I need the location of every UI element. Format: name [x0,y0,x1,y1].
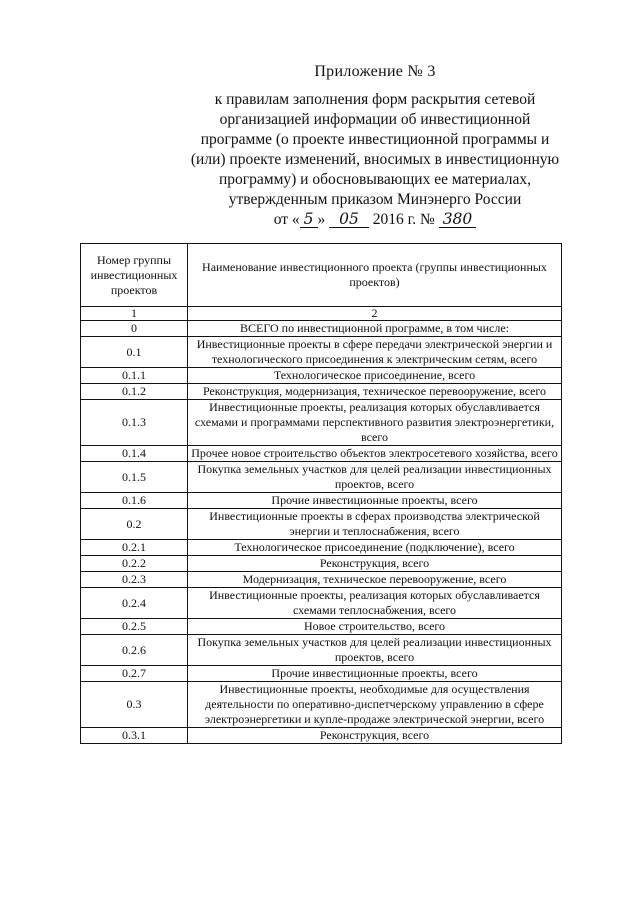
table-row [81,666,562,682]
project-name-cell: Новое строительство, всего [188,619,562,635]
group-number-cell: 0.1.3 [81,400,188,446]
header-line-6: утвержденным приказом Минэнерго России [228,191,522,208]
group-number-cell: 0.2.1 [81,540,188,556]
handwritten-order-number: 380 [439,211,477,228]
project-name-cell: Прочее новое строительство объектов электросетевого хозяйства, всего [188,446,562,462]
project-name-cell: Реконструкция, всего [188,556,562,572]
project-name-cell: Реконструкция, всего [188,728,562,744]
date-prefix: от « [273,211,300,228]
group-number-cell: 0.1.5 [81,462,188,493]
header-line-1: к правилам заполнения форм раскрытия сетевой [214,91,536,108]
handwritten-day: 5 [300,211,318,228]
table-row [81,556,562,572]
project-name-cell: Реконструкция, модернизация, техническое перевооружение, всего [188,384,562,400]
project-name-cell: Технологическое присоединение, всего [188,368,562,384]
project-name-cell: Модернизация, техническое перевооружение, всего [188,572,562,588]
group-number-cell: 0.3 [81,682,188,728]
group-number-cell: 0.3.1 [81,728,188,744]
group-number-cell: 0.2.5 [81,619,188,635]
group-number-cell: 0.2.7 [81,666,188,682]
header-line-4: (или) проекте изменений, вносимых в инвестиционную [190,151,560,168]
project-name-cell: ВСЕГО по инвестиционной программе, в том числе: [188,321,562,337]
date-mid: » [317,211,326,228]
group-number-cell: 0.1.6 [81,493,188,509]
table-row [81,400,562,446]
header-line-2: организацией информации об инвестиционной [219,111,531,128]
header-line-3: программе (о проекте инвестиционной программы и [200,131,550,148]
appendix-title: Приложение № 3 [314,63,436,80]
project-name-cell: Прочие инвестиционные проекты, всего [188,666,562,682]
column-index-row [81,307,562,321]
table-row [81,321,562,337]
header-line-5: программу) и обосновывающих ее материалах, [219,171,531,188]
order-date-line [170,210,580,230]
group-number-cell: 0.2.6 [81,635,188,666]
table-header-row [81,244,562,307]
table-row [81,682,562,728]
group-number-cell: 0.1.2 [81,384,188,400]
col-index-2: 2 [188,307,562,321]
project-name-cell: Покупка земельных участков для целей реализации инвестиционных проектов, всего [188,635,562,666]
table-row [81,509,562,540]
project-name-cell: Инвестиционные проекты, необходимые для осуществления деятельности по оперативно-диспетчерскому управлению в сфере электроэнергетики и купле-продаже электрической энергии, всего [188,682,562,728]
project-name-cell: Инвестиционные проекты в сферах производства электрической энергии и теплоснабжения, всего [188,509,562,540]
table-row [81,540,562,556]
table-row [81,384,562,400]
group-number-cell: 0.2 [81,509,188,540]
table-row [81,619,562,635]
project-name-cell: Инвестиционные проекты, реализация которых обуславливается схемами и программами перспективного развития электроэнергетики, всего [188,400,562,446]
table-row [81,635,562,666]
col-header-group-number: Номер группы инвестиционных проектов [81,244,188,307]
group-number-cell: 0.1.4 [81,446,188,462]
table-row [81,337,562,368]
project-name-cell: Инвестиционные проекты, реализация которых обуславливается схемами теплоснабжения, всего [188,588,562,619]
group-number-cell: 0.1.1 [81,368,188,384]
project-name-cell: Инвестиционные проекты в сфере передачи электрической энергии и технологического присоединения к электрическим сетям, всего [188,337,562,368]
handwritten-month: 05 [329,211,369,228]
table-row [81,588,562,619]
group-number-cell: 0 [81,321,188,337]
project-name-cell: Покупка земельных участков для целей реализации инвестиционных проектов, всего [188,462,562,493]
year-text: 2016 г. № [372,211,435,228]
table-row [81,446,562,462]
group-number-cell: 0.2.2 [81,556,188,572]
project-name-cell: Технологическое присоединение (подключение), всего [188,540,562,556]
project-name-cell: Прочие инвестиционные проекты, всего [188,493,562,509]
col-index-1: 1 [81,307,188,321]
col-header-project-name: Наименование инвестиционного проекта (группы инвестиционных проектов) [188,244,562,307]
table-row [81,368,562,384]
appendix-header [170,62,580,230]
investment-groups-table [80,243,562,744]
table-row [81,462,562,493]
table-row [81,572,562,588]
group-number-cell: 0.1 [81,337,188,368]
group-number-cell: 0.2.3 [81,572,188,588]
group-number-cell: 0.2.4 [81,588,188,619]
table-row [81,493,562,509]
table-row [81,728,562,744]
